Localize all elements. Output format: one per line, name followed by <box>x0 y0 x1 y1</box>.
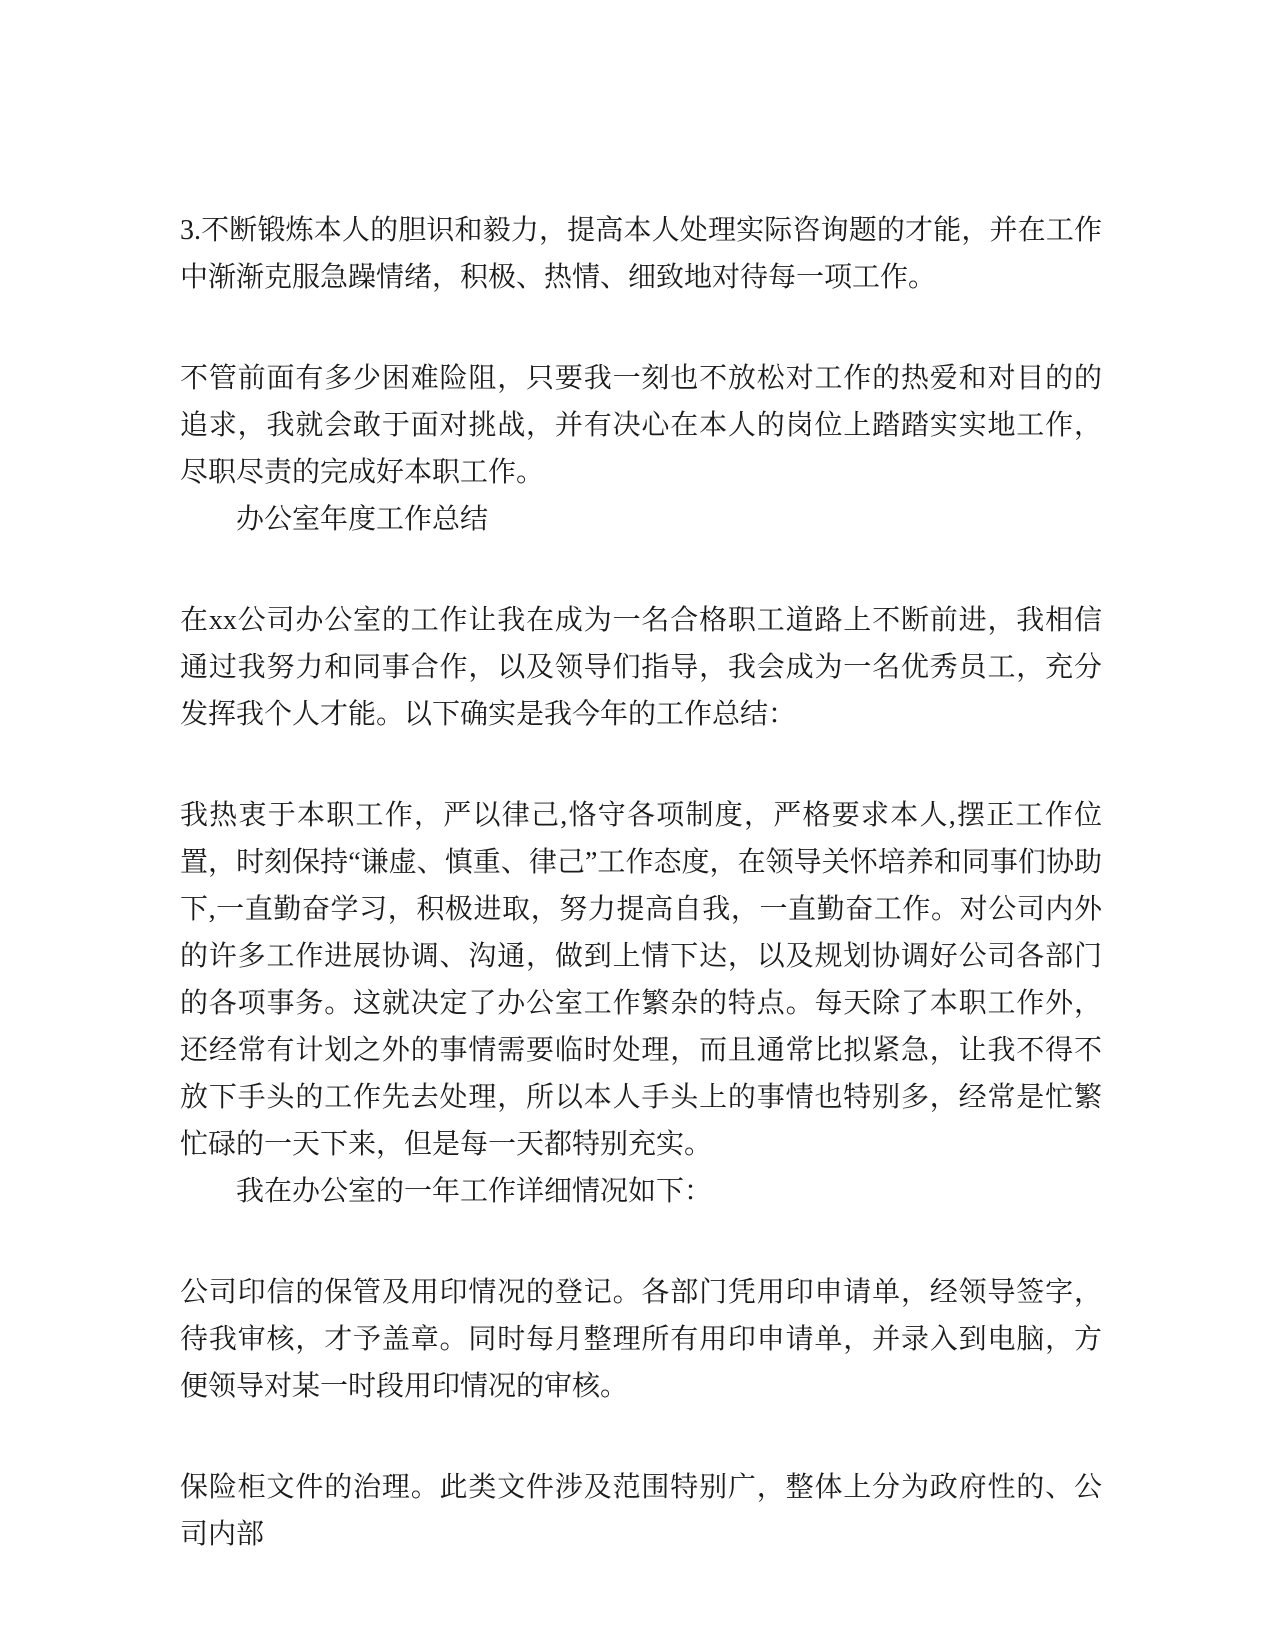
paragraph-company-intro: 在xx公司办公室的工作让我在成为一名合格职工道路上不断前进，我相信通过我努力和同事合作，以及领导们指导，我会成为一名优秀员工，充分发挥我个人才能。以下确实是我今年的工作总结： <box>180 605 1102 730</box>
paragraph-discipline-training: 3.不断锻炼本人的胆识和毅力，提高本人处理实际咨询题的才能，并在工作中渐渐克服急躁情绪，积极、热情、细致地对待每一项工作。 <box>180 215 1102 293</box>
section-title: 办公室年度工作总结 <box>236 504 489 535</box>
lead-in-line-details: 我在办公室的一年工作详细情况如下： <box>236 1176 713 1207</box>
paragraph-facing-challenges: 不管前面有多少困难险阻，只要我一刻也不放松对工作的热爱和对目的的追求，我就会敢于面对挑战，并有决心在本人的岗位上踏踏实实地工作，尽职尽责的完成好本职工作。 <box>180 363 1102 488</box>
paragraph-safe-documents: 保险柜文件的治理。此类文件涉及范围特别广，整体上分为政府性的、公司内部 <box>180 1472 1102 1550</box>
paragraph-seal-management: 公司印信的保管及用印情况的登记。各部门凭用印申请单，经领导签字，待我审核，才予盖章。同时每月整理所有用印申请单，并录入到电脑，方便领导对某一时段用印情况的审核。 <box>180 1277 1102 1402</box>
paragraph-work-attitude: 我热衷于本职工作，严以律己,恪守各项制度，严格要求本人,摆正工作位置，时刻保持“谦虚、慎重、律己”工作态度，在领导关怀培养和同事们协助下,一直勤奋学习，积极进取，努力提高自我，一直勤奋工作。对公司内外的许多工作进展协调、沟通，做到上情下达，以及规划协调好公司各部门的各项事务。这就决定了办公室工作繁杂的特点。每天除了本职工作外，还经常有计划之外的事情需要临时处理，而且通常比拟紧急，让我不得不放下手头的工作先去处理，所以本人手头上的事情也特别多，经常是忙繁忙碌的一天下来，但是每一天都特别充实。 <box>180 800 1102 1160</box>
